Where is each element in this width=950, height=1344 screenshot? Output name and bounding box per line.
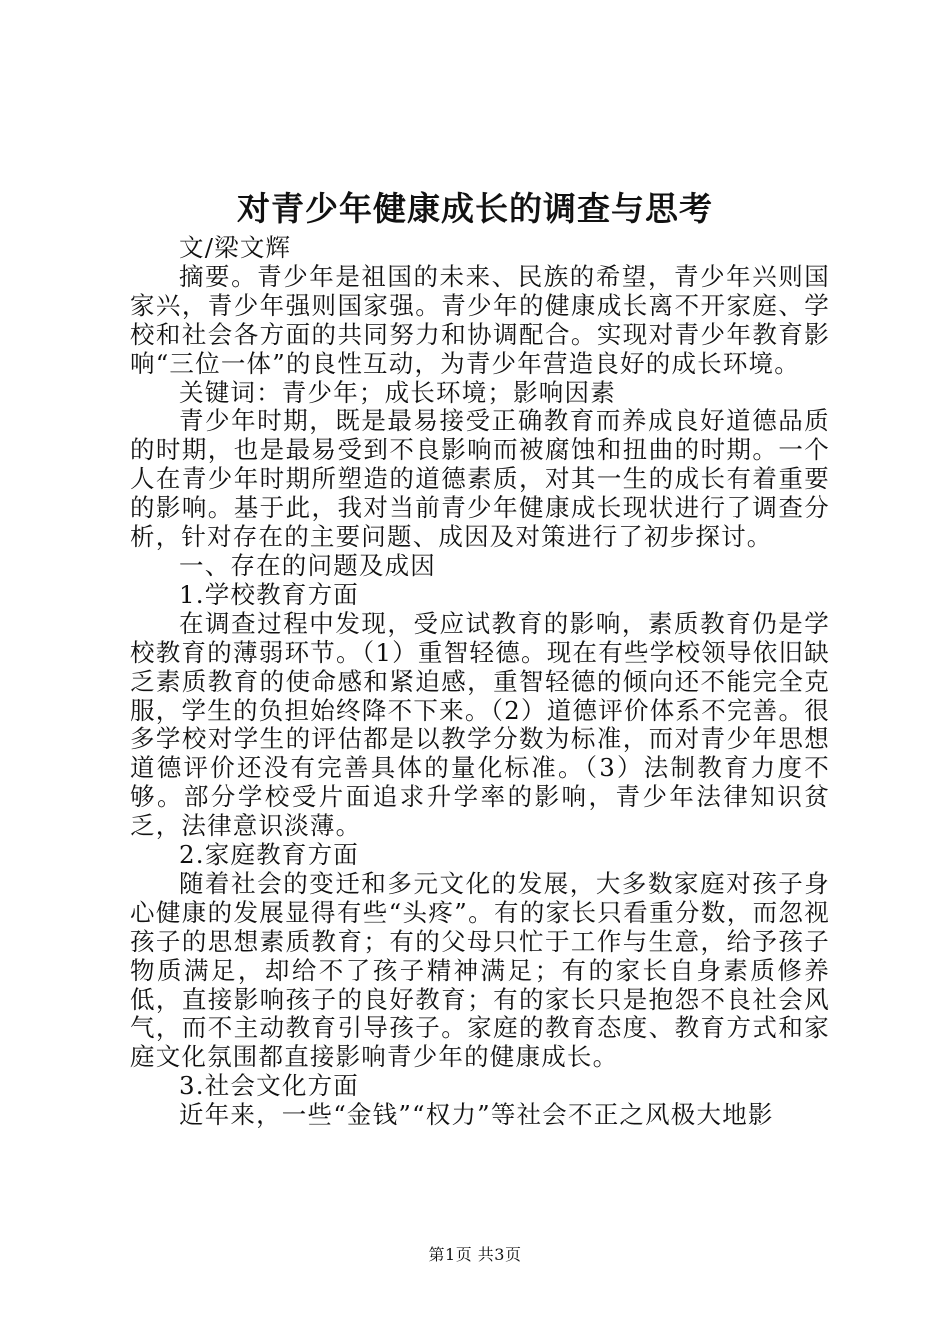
body-paragraph: 随着社会的变迁和多元文化的发展，大多数家庭对孩子身心健康的发展显得有些“头疼”。有的家长只看重分数，而忽视孩子的思想素质教育；有的父母只忙于工作与生意，给予孩子物质满足，却给不了孩子精神满足；有的家长自身素质修养低，直接影响孩子的良好教育；有的家长只是抱怨不良社会风气，而不主动教育引导孩子。家庭的教育态度、教育方式和家庭文化氛围都直接影响青少年的健康成长。 [130,868,830,1072]
body-paragraph: 近年来，一些“金钱”“权力”等社会不正之风极大地影 [179,1100,774,1130]
page-footer: 第1页 共3页 [428,1245,522,1264]
author-line: 文/梁文辉 [179,233,292,262]
subsection-heading: 3.社会文化方面 [179,1071,359,1101]
keywords-line: 关键词：青少年；成长环境；影响因素 [179,377,616,407]
abstract-paragraph: 摘要。青少年是祖国的未来、民族的希望，青少年兴则国家兴，青少年强则国家强。青少年的健康成长离不开家庭、学校和社会各方面的共同努力和协调配合。实现对青少年教育影响“三位一体”的良性互动，为青少年营造良好的成长环境。 [130,261,830,378]
subsection-heading: 2.家庭教育方面 [179,840,359,870]
body-paragraph: 在调查过程中发现，受应试教育的影响，素质教育仍是学校教育的薄弱环节。（1）重智轻德。现在有些学校领导依旧缺乏素质教育的使命感和紧迫感，重智轻德的倾向还不能完全克服，学生的负担始终降不下来。（2）道德评价体系不完善。很多学校对学生的评估都是以教学分数为标准，而对青少年思想道德评价还没有完善具体的量化标准。（3）法制教育力度不够。部分学校受片面追求升学率的影响，青少年法律知识贫乏，法律意识淡薄。 [130,608,830,841]
document-title: 对青少年健康成长的调查与思考 [237,189,713,228]
section-heading: 一、存在的问题及成因 [179,550,436,580]
subsection-heading: 1.学校教育方面 [179,579,359,609]
intro-paragraph: 青少年时期，既是最易接受正确教育而养成良好道德品质的时期，也是最易受到不良影响而被腐蚀和扭曲的时期。一个人在青少年时期所塑造的道德素质，对其一生的成长有着重要的影响。基于此，我对当前青少年健康成长现状进行了调查分析，针对存在的主要问题、成因及对策进行了初步探讨。 [130,406,830,552]
document-body [130,234,830,1130]
